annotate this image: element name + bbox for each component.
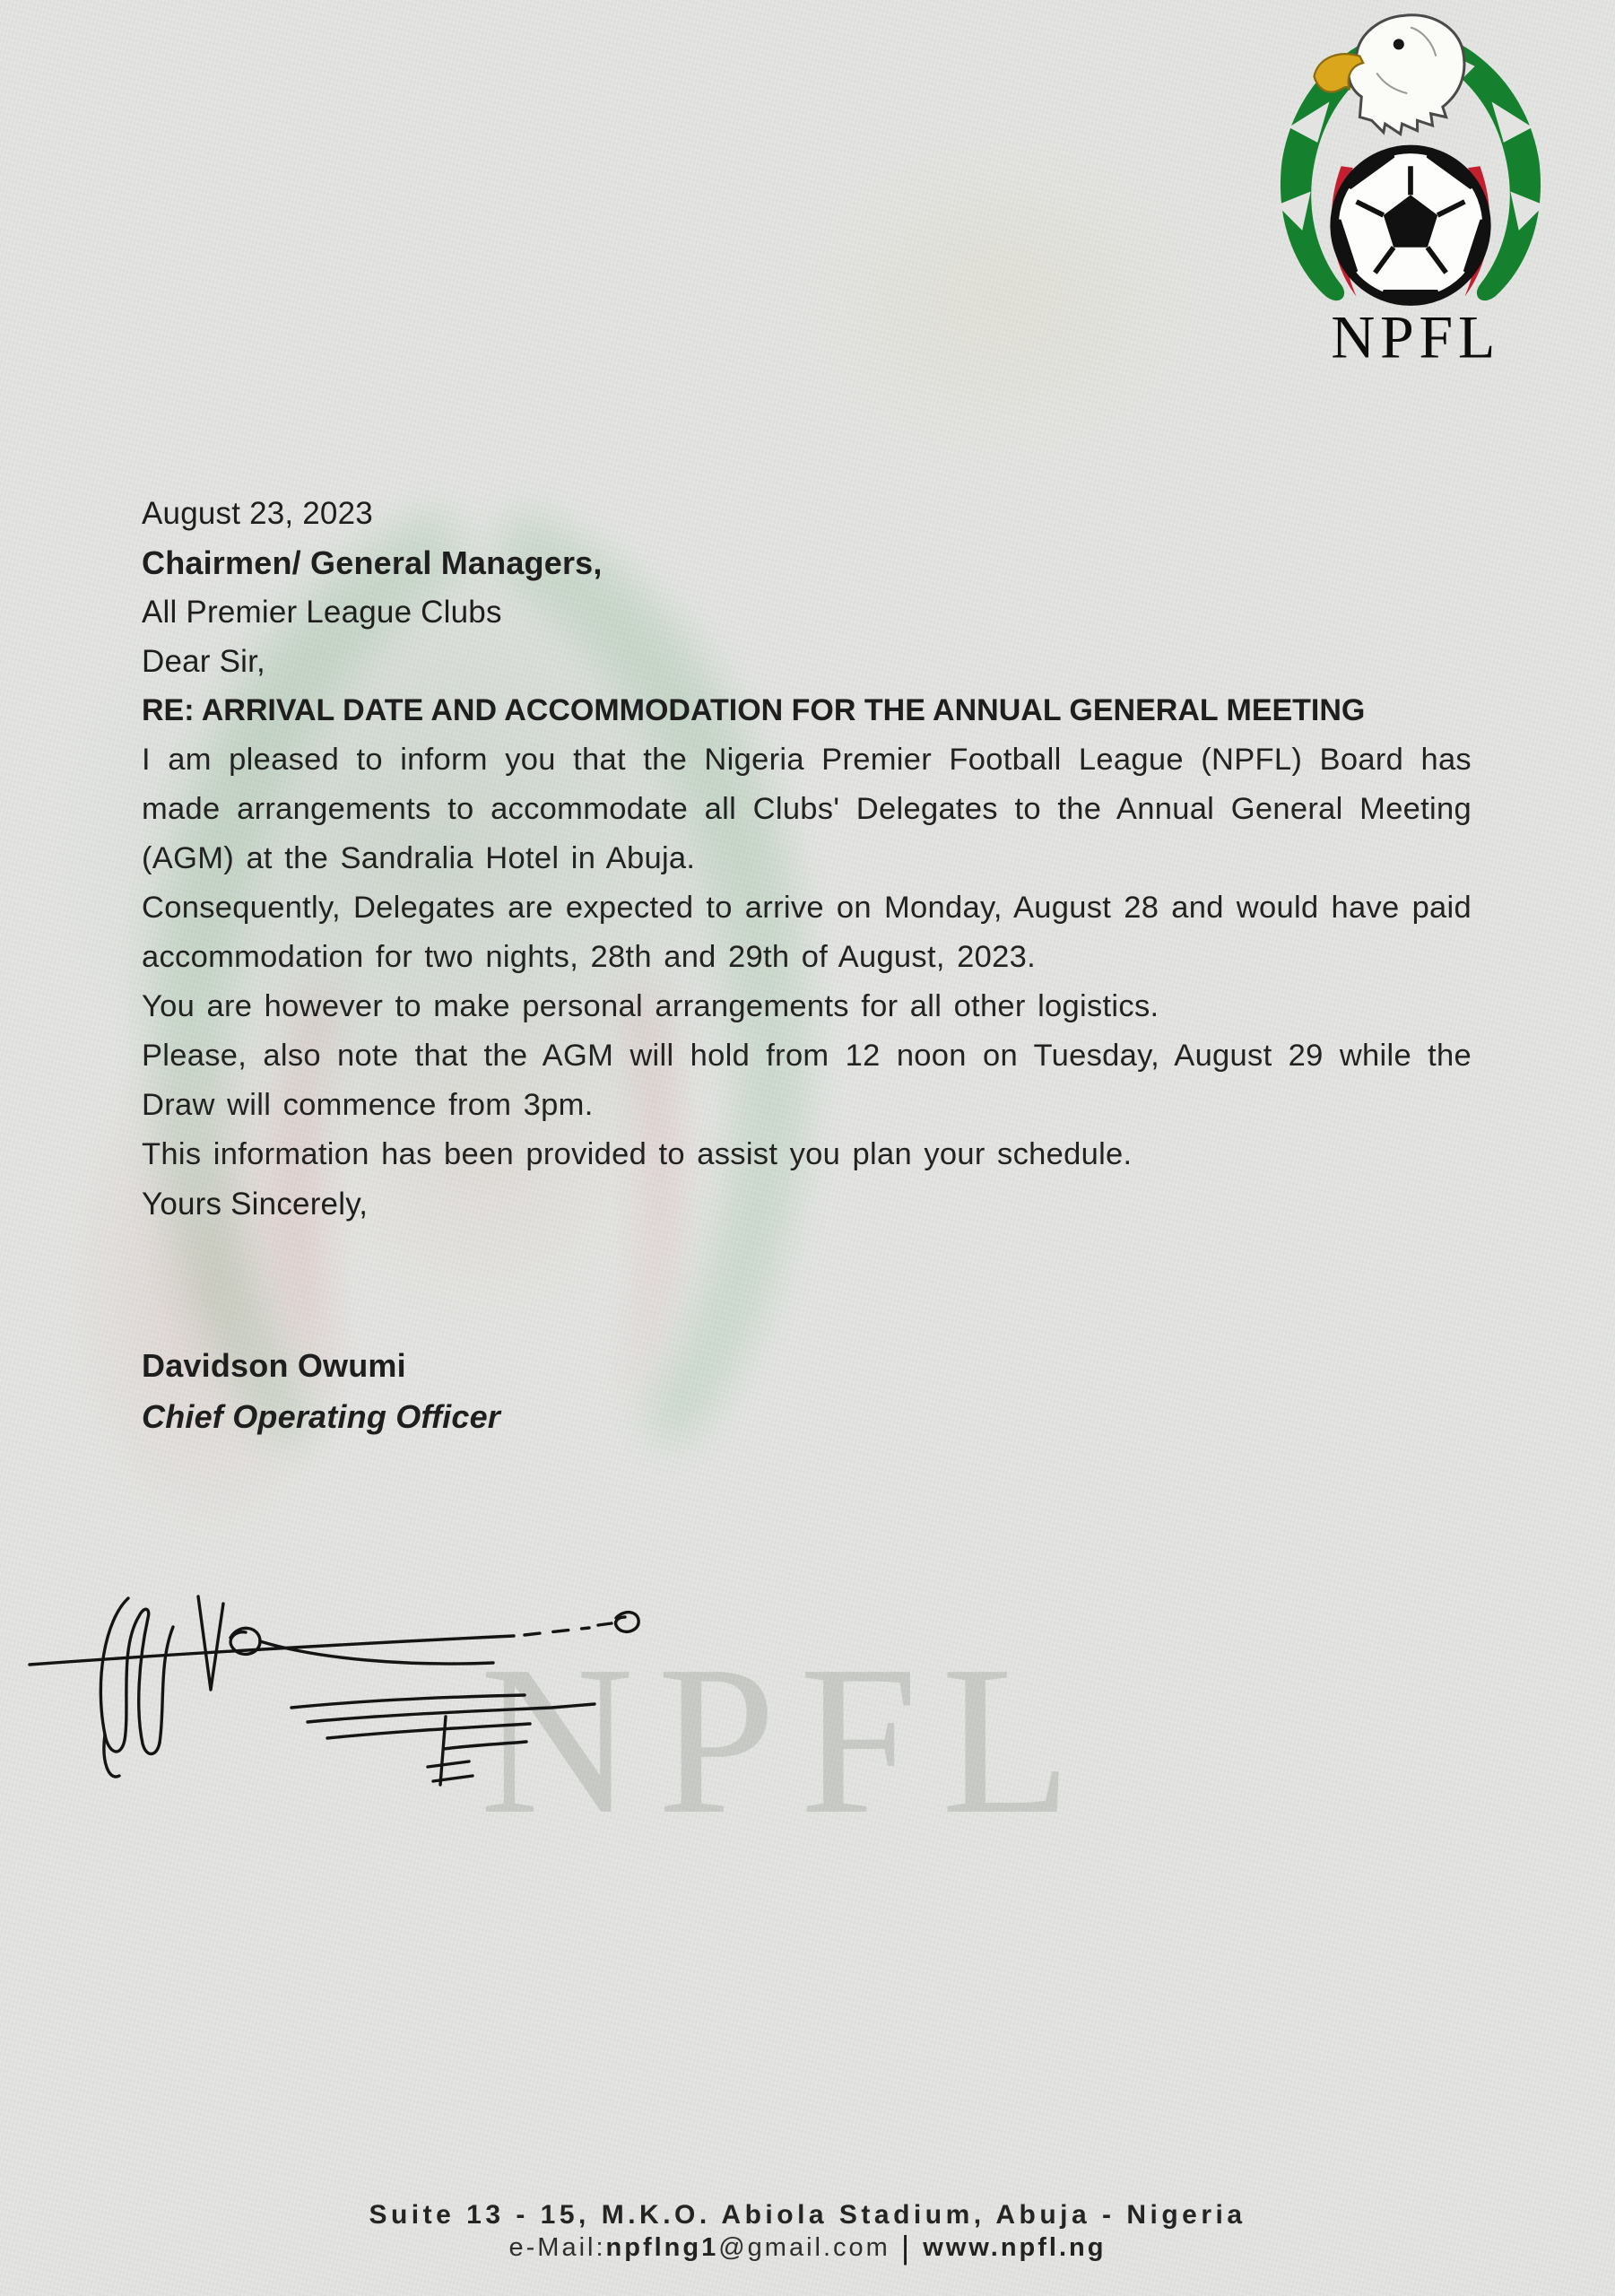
- eagle-head-icon: [1314, 15, 1464, 135]
- footer-divider: |: [900, 2229, 913, 2266]
- footer-website: www.npfl.ng: [923, 2233, 1107, 2262]
- paragraph-2: Consequently, Delegates are expected to arrive on Monday, August 28 and would have paid accommodation for two nights, 28th and 29th of August, 2023.: [142, 891, 1472, 974]
- closing: Yours Sincerely,: [142, 1187, 369, 1222]
- recipient-line-2: All Premier League Clubs: [142, 595, 502, 630]
- paragraph-1: I am pleased to inform you that the Nigeria Premier Football League (NPFL) Board has made arrangements to accommodate all Clubs' Delegates to the Annual General Meeting (AGM) at the Sandralia Hotel in Abuja.: [142, 743, 1472, 875]
- paragraph-5: This information has been provided to assist you plan your schedule.: [142, 1137, 1133, 1171]
- email-user: npflng1: [605, 2233, 719, 2262]
- email-domain: @gmail.com: [718, 2233, 890, 2262]
- letter-date: August 23, 2023: [142, 496, 373, 531]
- footer-address: Suite 13 - 15, M.K.O. Abiola Stadium, Abuja - Nigeria: [369, 2200, 1246, 2230]
- signatory-name: Davidson Owumi: [142, 1347, 406, 1384]
- logo-npfl-text: NPFL: [1331, 302, 1501, 364]
- signatory-title: Chief Operating Officer: [142, 1398, 501, 1435]
- npfl-crest-logo: [1241, 5, 1580, 364]
- recipient-line-1: Chairmen/ General Managers,: [142, 544, 603, 581]
- subject-line: RE: ARRIVAL DATE AND ACCOMMODATION FOR THE ANNUAL GENERAL MEETING: [142, 693, 1366, 727]
- npfl-text-watermark: NPFL: [480, 1622, 1095, 1858]
- footer-contact: [0, 2231, 1615, 2264]
- letter-content: [142, 489, 1472, 1439]
- paragraph-4: Please, also note that the AGM will hold from 12 noon on Tuesday, August 29 while the Draw will commence from 3pm.: [142, 1039, 1472, 1122]
- salutation: Dear Sir,: [142, 644, 265, 679]
- letter-footer: [0, 2199, 1615, 2264]
- email-label: e-Mail:: [508, 2233, 606, 2262]
- paragraph-3: You are however to make personal arrangements for all other logistics.: [142, 989, 1159, 1023]
- handwritten-signature: [22, 1571, 1054, 1805]
